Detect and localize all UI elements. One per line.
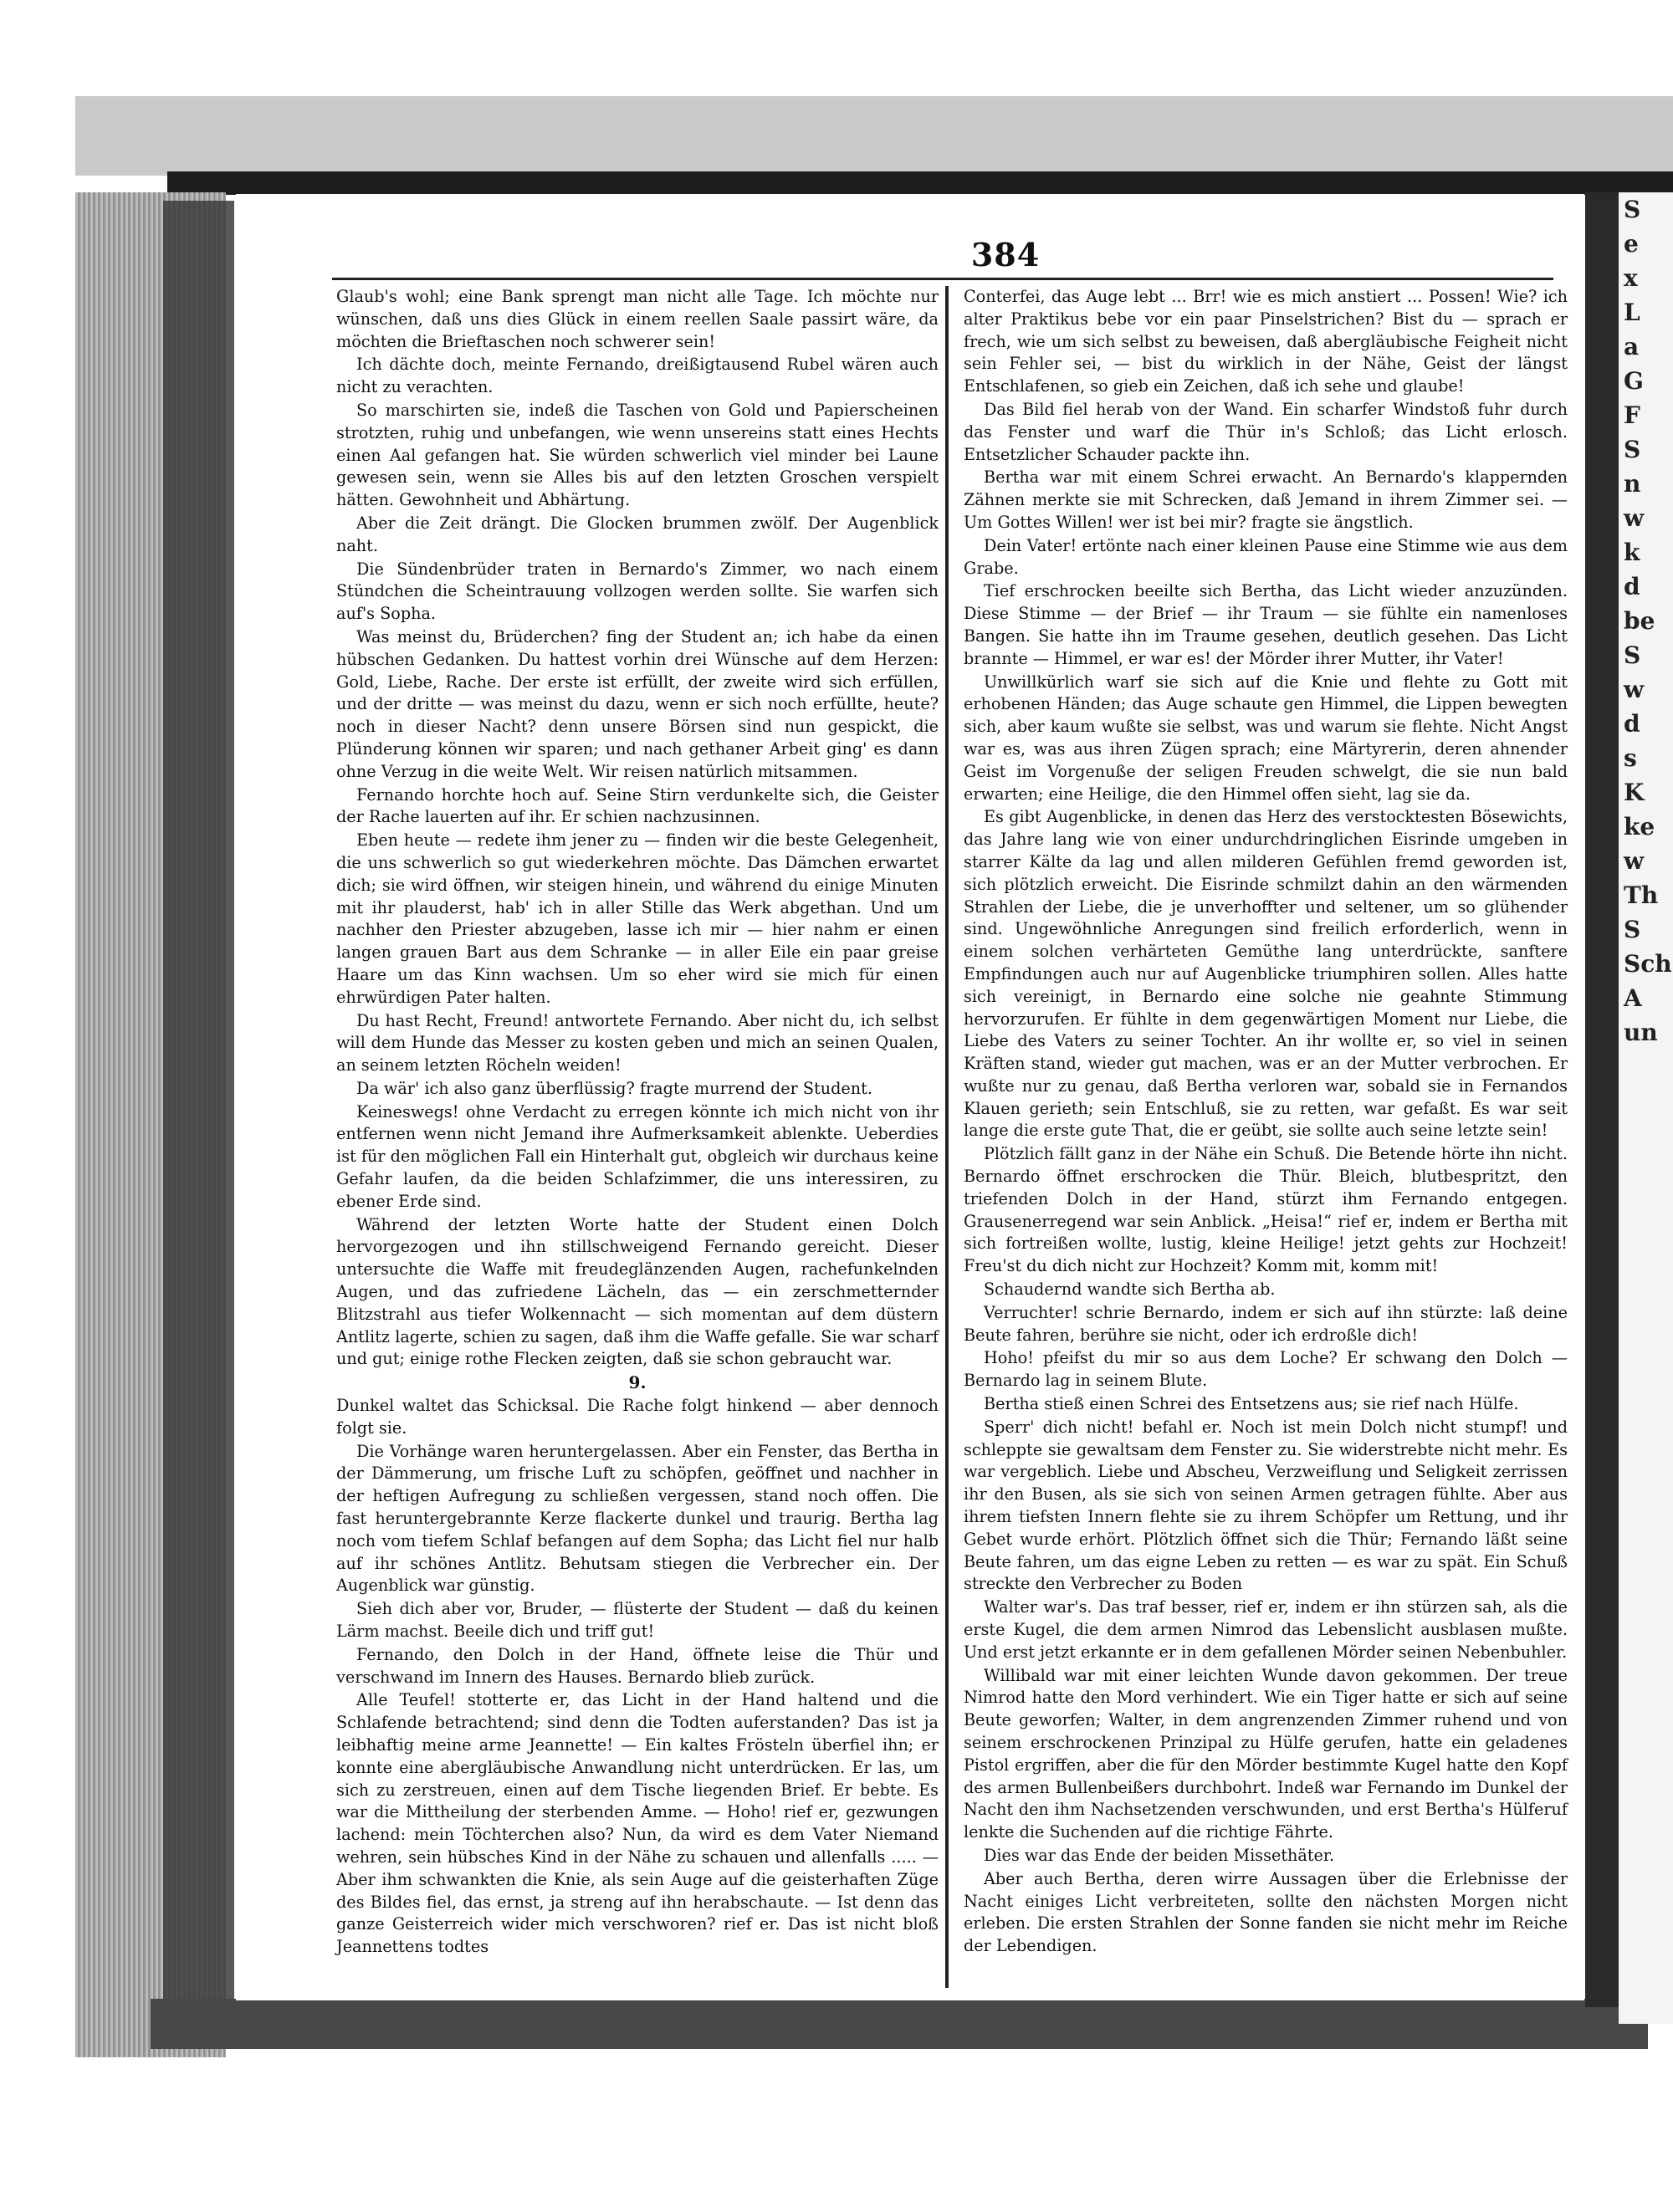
paragraph: Sieh dich aber vor, Bruder, — flüsterte der Student — daß du keinen Lärm machst. Beeile dich und triff gut! — [336, 1599, 939, 1642]
next-page-fragment — [1619, 192, 1673, 2024]
paragraph: Aber auch Bertha, deren wirre Aussagen über die Erlebnisse der Nacht einiges Licht verbreiteten, sollte den nächsten Morgen nicht erleben. Die ersten Strahlen der Sonne fanden sie nicht mehr im Reiche der Lebendigen. — [964, 1868, 1568, 1956]
paragraph: Dies war das Ende der beiden Missethäter. — [984, 1845, 1335, 1865]
paragraph: Dunkel waltet das Schicksal. Die Rache folgt hinkend — aber dennoch folgt sie. — [336, 1396, 939, 1438]
next-page-fragment-line: L — [1624, 299, 1640, 326]
paragraph: Verruchter! schrie Bernardo, indem er sich auf ihn stürzte: laß deine Beute fahren, berühre sie nicht, oder ich erdroßle dich! — [964, 1302, 1568, 1345]
paragraph: Während der letzten Worte hatte der Student einen Dolch hervorgezogen und ihn stillschweigend Fernando gereicht. Dieser untersuchte die Waffe mit freudeglänzenden Augen, rachefunkelnden Augen, und das zufriedene Lächeln, das — ein zerschmetternder Blitzstrahl aus tiefer Wolkennacht — sich momentan auf dem düstern Antlitz lagerte, schien zu sagen, daß ihm die Waffe gefalle. Sie war scharf und gut; einige rothe Flecken zeigten, daß sie schon gebraucht war. — [336, 1214, 939, 1369]
next-page-fragment-line: S — [1624, 641, 1641, 669]
paragraph: Keineswegs! ohne Verdacht zu erregen könnte ich mich nicht von ihr entfernen wenn nicht Jemand ihre Aufmerksamkeit ablenkte. Ueberdies ist für den möglichen Fall ein Hinterhalt gut, obgleich wir durchaus keine Gefahr laufen, da die beiden Schlafzimmer, die uns interessiren, zu ebener Erde sind. — [336, 1101, 939, 1211]
next-page-fragment-line: F — [1624, 401, 1640, 429]
next-page-fragment-line: e — [1624, 230, 1639, 258]
next-page-fragment-line: Sch — [1624, 950, 1672, 978]
paragraph: Tief erschrocken beeilte sich Bertha, das Licht wieder anzuzünden. Diese Stimme — der Brief — ihr Traum — sie fühlte ein namenloses Bangen. Sie hatte ihn im Traume gesehen, deutlich gesehen. Das Licht brannte — Himmel, er war es! der Mörder ihrer Mutter, ihr Vater! — [964, 581, 1568, 668]
book-top-edge — [167, 171, 1673, 195]
paragraph: Conterfei, das Auge lebt ... Brr! wie es mich anstiert ... Possen! Wie? ich alter Praktikus bebe vor ein paar Pinselstrichen? Bist du — sprach er frech, wie um sich selbst zu beweisen, daß abergläubische Feigheit nicht sein Fehler sei, — bist du wirklich in der Nähe, Geist der längst Entschlafenen, so gieb ein Zeichen, daß ich sehe und glaube! — [964, 287, 1568, 396]
paragraph: Was meinst du, Brüderchen? fing der Student an; ich habe da einen hübschen Gedanken. Du hattest vorhin drei Wünsche auf dem Herzen: Gold, Liebe, Rache. Der erste ist erfüllt, der zweite wird sich erfüllen, und der dritte — was meinst du dazu, wenn er sich noch erfüllte, heute? noch in dieser Nacht? denn unsere Börsen sind nun gespickt, die Plünderung können wir sparen; und nach gethaner Arbeit ging' es dann ohne Verzug in die weite Welt. Wir reisen natürlich mitsammen. — [336, 626, 939, 781]
next-page-fragment-line: be — [1624, 607, 1655, 635]
scan-border-top — [75, 96, 1673, 176]
book-spine-shadow — [1585, 192, 1619, 2007]
paragraph: Eben heute — redete ihm jener zu — finden wir die beste Gelegenheit, die uns schwerlich so gut wiederkehren möchte. Das Dämchen erwartet dich; sie wird öffnen, wir steigen hinein, und während du einige Minuten mit ihr plauderst, hab' ich in aller Stille das Werk abgethan. Und um nachher den Priester abzugeben, lasse ich mir — hier nahm er einen langen grauen Bart aus dem Schranke — in aller Eile ein paar greise Haare um das Kinn wachsen. Um so eher wird sie mich für einen ehrwürdigen Pater halten. — [336, 830, 939, 1007]
book-bottom-edge — [151, 1999, 1648, 2049]
next-page-fragment-line: un — [1624, 1019, 1658, 1046]
next-page-fragment-line: w — [1624, 504, 1645, 532]
paragraph: Es gibt Augenblicke, in denen das Herz des verstocktesten Bösewichts, das Jahre lang wie von einer undurchdringlichen Eisrinde umgeben in starrer Kälte da lag und allen milderen Gefühlen fremd geworden ist, sich plötzlich erweicht. Die Eisrinde schmilzt dahin an den wärmenden Strahlen der Liebe, die je unverhoffter und seltener, um so glühender sind. Ungewöhnliche Anregungen sind freilich erforderlich, wenn in einem solchen verhärteten Gemüthe lang unterdrückte, sanftere Empfindungen auch nur auf Augenblicke triumphiren sollen. Alles hatte sich vereinigt, in Bernardo eine solche nie geahnte Stimmung hervorzurufen. Er fühlte in dem gegenwärtigen Moment nur Liebe, die Liebe des Vaters zu seiner Tochter. An ihr wollte er, so viel in seinen Kräften stand, wieder gut machen, was er an der Mutter verbrochen. Er wußte nur zu genau, daß Bertha verloren war, sobald sie in Fernandos Klauen gerieth; sein Entschluß, sie zu retten, war gefaßt. Es war seit lange die erste gute That, die er geübt, sie sollte auch seine letzte sein! — [964, 807, 1568, 1141]
paragraph: Du hast Recht, Freund! antwortete Fernando. Aber nicht du, ich selbst will dem Hunde das Messer zu kosten geben und mich an seinen Qualen, an seinem letzten Röcheln weiden! — [336, 1010, 939, 1075]
paragraph: Sperr' dich nicht! befahl er. Noch ist mein Dolch nicht stumpf! und schleppte sie gewaltsam dem Fenster zu. Sie widerstrebte nicht mehr. Es war vergeblich. Liebe und Abscheu, Verzweiflung und Seligkeit zerrissen ihr den Busen, als sie sich von seinen Armen getragen fühlte. Aber aus ihrem tiefsten Innern flehte sie zu ihrem Schöpfer um Rettung, und ihr Gebet wurde erhört. Plötzlich öffnet sich die Thür; Fernando läßt seine Beute fahren, um das eigne Leben zu retten — es war zu spät. Ein Schuß streckte den Verbrecher zu Boden — [964, 1417, 1568, 1594]
paragraph: Fernando horchte hoch auf. Seine Stirn verdunkelte sich, die Geister der Rache lauerten auf ihr. Er schien nachzusinnen. — [336, 784, 939, 827]
paragraph: Dein Vater! ertönte nach einer kleinen Pause eine Stimme wie aus dem Grabe. — [964, 535, 1568, 578]
paragraph: Unwillkürlich warf sie sich auf die Knie und flehte zu Gott mit erhobenen Händen; das Auge schaute gen Himmel, die Lippen bewegten sich, aber kaum wußte sie selbst, was und warum sie flehte. Nicht Angst war es, was aus ihren Zügen sprach; eine Märtyrerin, deren ahnender Geist im Vorgenuße der seligen Freuden schwelgt, die sie nun bald erwarten; eine Heilige, die den Himmel offen sieht, lag sie da. — [964, 672, 1568, 804]
book-gutter-shadow — [163, 201, 234, 2041]
paragraph: Glaub's wohl; eine Bank sprengt man nicht alle Tage. Ich möchte nur wünschen, daß uns dies Glück in einem reellen Saale passirt wäre, da möchten die Brieftaschen noch schwerer sein! — [336, 287, 939, 351]
next-page-fragment-line: A — [1624, 984, 1642, 1012]
column-divider — [945, 286, 949, 1988]
paragraph: Schaudernd wandte sich Bertha ab. — [984, 1280, 1276, 1300]
paragraph: So marschirten sie, indeß die Taschen von Gold und Papierscheinen strotzten, ruhig und unbefangen, wie wenn unsereins statt eines Hechts einen Aal gefangen hat. Sie würden schwerlich viel minder bei Laune gewesen sein, wenn sie Alles bis auf den letzten Groschen verspielt hätten. Gewohnheit und Abhärtung. — [336, 400, 939, 510]
paragraph: Ich dächte doch, meinte Fernando, dreißigtausend Rubel wären auch nicht zu verachten. — [336, 355, 939, 397]
section-number: 9. — [628, 1372, 647, 1393]
next-page-fragment-line: K — [1624, 779, 1645, 806]
page — [236, 194, 1584, 2000]
paragraph: Alle Teufel! stotterte er, das Licht in der Hand haltend und die Schlafende betrachtend; sind denn die Todten auferstanden? Das ist ja leibhaftig meine arme Jeannette! — Ein kaltes Frösteln überfiel ihn; er konnte eine abergläubische Anwandlung nicht unterdrücken. Er las, um sich zu zerstreuen, einen auf dem Tische liegenden Brief. Er bebte. Es war die Mittheilung der sterbenden Amme. — Hoho! rief er, gezwungen lachend: mein Töchterchen also? Nun, da wird es dem Vater Niemand wehren, sein hübsches Kind in der Nähe zu schauen und allenfalls ..... — Aber ihm schwankten die Knie, als sein Auge auf die geisterhaften Züge des Bildes fiel, das ernst, ja streng auf ihn herabschaute. — Ist denn das ganze Geisterreich wider mich verschworen? rief er. Das ist nicht bloß Jeannettens todtes — [336, 1690, 939, 1957]
next-page-text — [1619, 192, 1673, 1050]
paragraph: Walter war's. Das traf besser, rief er, indem er ihn stürzen sah, als die erste Kugel, die dem armen Nimrod das Lebenslicht ausblasen mußte. Und erst jetzt erkannte er in dem gefallenen Mörder seinen Nebenbuhler. — [964, 1597, 1568, 1662]
next-page-fragment-line: w — [1624, 847, 1645, 875]
paragraph: Da wär' ich also ganz überflüssig? fragte murrend der Student. — [356, 1078, 872, 1098]
paragraph: Hoho! pfeifst du mir so aus dem Loche? Er schwang den Dolch — Bernardo lag in seinem Blute. — [964, 1348, 1568, 1391]
next-page-fragment-line: S — [1624, 916, 1641, 943]
next-page-fragment-line: Th — [1624, 881, 1659, 909]
header-rule — [332, 278, 1553, 280]
left-column — [336, 286, 939, 1959]
paragraph: Fernando, den Dolch in der Hand, öffnete leise die Thür und verschwand im Innern des Hauses. Bernardo blieb zurück. — [336, 1644, 939, 1687]
next-page-fragment-line: d — [1624, 573, 1640, 600]
paragraph: Die Sündenbrüder traten in Bernardo's Zimmer, wo nach einem Stündchen die Scheintrauung vollzogen werden sollte. Sie warfen sich auf's Sopha. — [336, 559, 939, 624]
next-page-fragment-line: x — [1624, 264, 1638, 292]
right-column — [964, 286, 1568, 1959]
page-number: 384 — [970, 236, 1041, 273]
paragraph: Bertha war mit einem Schrei erwacht. An Bernardo's klappernden Zähnen merkte sie mit Schrecken, daß Jemand in ihrem Zimmer sei. — Um Gottes Willen! wer ist bei mir? fragte sie ängstlich. — [964, 467, 1568, 532]
next-page-fragment-line: S — [1624, 436, 1641, 463]
next-page-fragment-line: G — [1624, 367, 1644, 395]
next-page-fragment-line: a — [1624, 333, 1640, 360]
next-page-fragment-line: s — [1624, 744, 1637, 772]
paragraph: Die Vorhänge waren heruntergelassen. Aber ein Fenster, das Bertha in der Dämmerung, um frische Luft zu schöpfen, geöffnet und nachher in der heftigen Aufregung zu schließen vergessen, stand noch offen. Die fast heruntergebrannte Kerze flackerte dunkel und traurig. Bertha lag noch vom tiefem Schlaf befangen auf dem Sopha; das Licht fiel nur halb auf ihr schönes Antlitz. Behutsam stiegen die Verbrecher ein. Der Augenblick war günstig. — [336, 1441, 939, 1596]
next-page-fragment-line: w — [1624, 676, 1645, 703]
paragraph: Bertha stieß einen Schrei des Entsetzens aus; sie rief nach Hülfe. — [984, 1394, 1519, 1414]
next-page-fragment-line: d — [1624, 710, 1640, 738]
next-page-fragment-line: ke — [1624, 813, 1655, 840]
next-page-fragment-line: n — [1624, 470, 1641, 498]
next-page-fragment-line: k — [1624, 539, 1640, 566]
paragraph: Willibald war mit einer leichten Wunde davon gekommen. Der treue Nimrod hatte den Mord verhindert. Wie ein Tiger hatte er sich auf seine Beute geworfen; Walter, in dem angrenzenden Zimmer ruhend und von seinem erschrockenen Prinzipal zu Hülfe gerufen, hatte ein geladenes Pistol ergriffen, aber die für den Mörder bestimmte Kugel hatte den Kopf des armen Bullenbeißers durchbohrt. Indeß war Fernando im Dunkel der Nacht den ihm Nachsetzenden verschwunden, und erst Bertha's Hülferuf lenkte die Suchenden auf die richtige Fährte. — [964, 1665, 1568, 1842]
paragraph: Aber die Zeit drängt. Die Glocken brummen zwölf. Der Augenblick naht. — [336, 513, 939, 555]
paragraph: Das Bild fiel herab von der Wand. Ein scharfer Windstoß fuhr durch das Fenster und warf die Thür in's Schloß; das Licht erlosch. Entsetzlicher Schauder packte ihn. — [964, 399, 1568, 464]
next-page-fragment-line: S — [1624, 196, 1641, 223]
paragraph: Plötzlich fällt ganz in der Nähe ein Schuß. Die Betende hörte ihn nicht. Bernardo öffnet erschrocken die Thür. Bleich, blutbespritzt, den triefenden Dolch in der Hand, stürzt ihm Fernando entgegen. Grausenerregend war sein Anblick. „Heisa!“ rief er, indem er Bertha mit sich fortreißen wollte, lustig, kleine Heilige! jetzt gehts zur Hochzeit! Freu'st du dich nicht zur Hochzeit? Komm mit, komm mit! — [964, 1144, 1568, 1276]
